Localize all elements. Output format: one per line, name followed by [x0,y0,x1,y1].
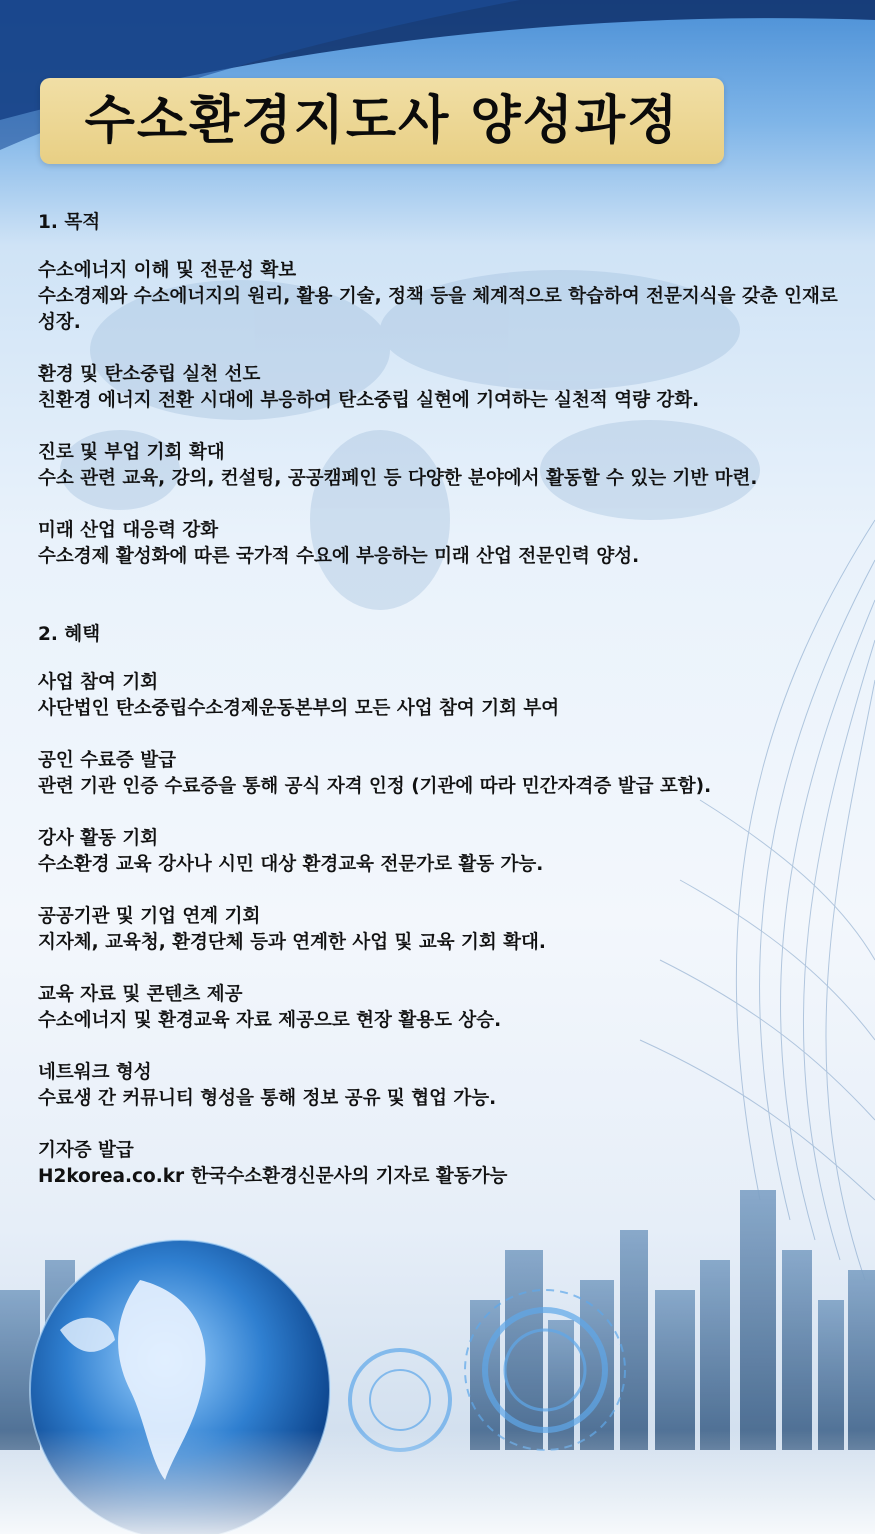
item-title: 강사 활동 기회 [38,828,159,849]
section-heading: 1. 목적 [38,212,101,233]
list-item [38,748,848,800]
list-item [38,518,848,570]
list-item [38,826,848,878]
item-desc: 수소 관련 교육, 강의, 컨설팅, 공공캠페인 등 다양한 분야에서 활동할 수 있는 기반 마련. [38,468,758,489]
list-item [38,1138,848,1190]
item-desc: 수소환경 교육 강사나 시민 대상 환경교육 전문가로 활동 가능. [38,854,544,875]
item-title: 공인 수료증 발급 [38,750,176,771]
item-desc: 수소에너지 및 환경교육 자료 제공으로 현장 활용도 상승. [38,1010,502,1031]
item-desc: 사단법인 탄소중립수소경제운동본부의 모든 사업 참여 기회 부여 [38,698,560,719]
list-item [38,362,848,414]
section-spacer [38,596,848,622]
item-title: 진로 및 부업 기회 확대 [38,442,225,463]
item-title: 사업 참여 기회 [38,672,159,693]
list-item [38,982,848,1034]
item-desc: 관련 기관 인증 수료증을 통해 공식 자격 인정 (기관에 따라 민간자격증 발급 포함). [38,776,712,797]
content-body [38,210,848,1216]
item-desc: 수소경제 활성화에 따른 국가적 수요에 부응하는 미래 산업 전문인력 양성. [38,546,640,567]
item-title: 수소에너지 이해 및 전문성 확보 [38,260,297,281]
item-title: 미래 산업 대응력 강화 [38,520,219,541]
list-item [38,440,848,492]
item-title: 환경 및 탄소중립 실천 선도 [38,364,261,385]
item-title: 네트워크 형성 [38,1062,152,1083]
item-desc: 수소경제와 수소에너지의 원리, 활용 기술, 정책 등을 체계적으로 학습하여 전문지식을 갖춘 인재로 성장. [38,286,838,333]
list-item [38,670,848,722]
item-title: 교육 자료 및 콘텐츠 제공 [38,984,243,1005]
list-item [38,1060,848,1112]
list-item [38,904,848,956]
item-title: 기자증 발급 [38,1140,134,1161]
title-banner [40,78,724,164]
item-title: 공공기관 및 기업 연계 기회 [38,906,261,927]
item-desc: 친환경 에너지 전환 시대에 부응하여 탄소중립 실현에 기여하는 실천적 역량 강화. [38,390,700,411]
item-desc: 지자체, 교육청, 환경단체 등과 연계한 사업 및 교육 기회 확대. [38,932,546,953]
section-purpose [38,210,848,570]
section-benefits [38,622,848,1190]
list-item [38,258,848,336]
section-heading: 2. 혜택 [38,624,101,645]
page-title: 수소환경지도사 양성과정 [84,91,680,151]
item-desc: H2korea.co.kr 한국수소환경신문사의 기자로 활동가능 [38,1166,508,1187]
item-desc: 수료생 간 커뮤니티 형성을 통해 정보 공유 및 협업 가능. [38,1088,497,1109]
